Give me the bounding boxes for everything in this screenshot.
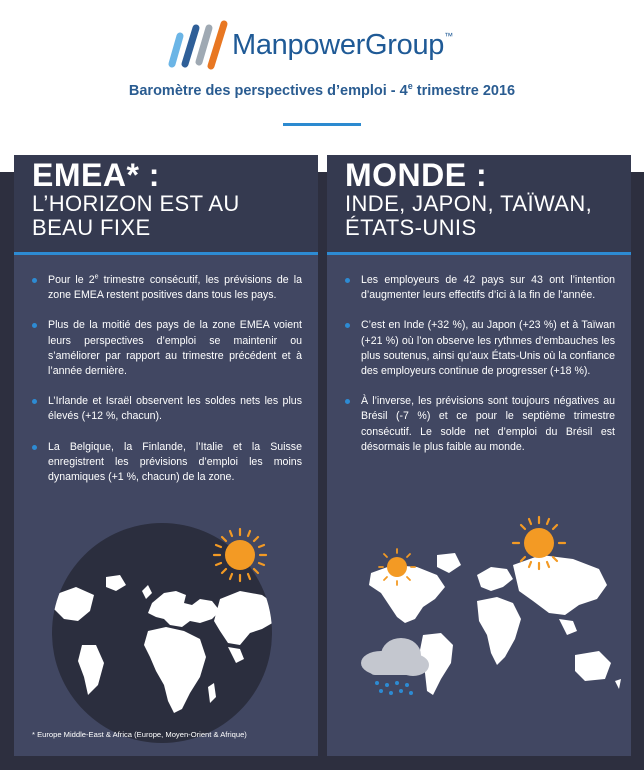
- emea-panel: [14, 155, 318, 756]
- emea-header-rule: [14, 252, 318, 255]
- list-item: L’Irlande et Israël observent les soldes nets les plus élevés (+12 %, chacun).: [32, 394, 302, 424]
- list-item: C’est en Inde (+32 %), au Japon (+23 %) et à Taïwan (+21 %) où l’on observe les rythmes d’embauches les plus soutenus, ainsi qu’aux États-Unis où la confiance des employeurs continue de progresser (+18 %).: [345, 318, 615, 379]
- list-item: Plus de la moitié des pays de la zone EMEA voient leurs perspectives d’emploi se maintenir ou s’améliorer par rapport au trimestre précédent et à l’année dernière.: [32, 318, 302, 379]
- brand-name: ManpowerGroup™: [232, 29, 453, 61]
- monde-panel: [327, 155, 631, 756]
- monde-subtitle: INDE, JAPON, TAÏWAN, ÉTATS-UNIS: [345, 191, 593, 240]
- monde-panel-header: [327, 155, 631, 253]
- emea-panel-header: [14, 155, 318, 253]
- monde-title: MONDE :: [345, 157, 488, 193]
- monde-header-rule: [327, 252, 631, 255]
- rain-cloud-icon: [361, 638, 429, 695]
- list-item: À l’inverse, les prévisions sont toujours négatives au Brésil (-7 %) et ce pour le septième trimestre consécutif. Le solde net d’emploi du Brésil est désormais le plus faible au monde.: [345, 394, 615, 455]
- page-subtitle: Baromètre des perspectives d’emploi - 4e trimestre 2016: [128, 81, 516, 99]
- emea-title: EMEA* :: [32, 157, 160, 193]
- emea-subtitle: L’HORIZON EST AU BEAU FIXE: [32, 191, 240, 240]
- emea-footnote: * Europe Middle-East & Africa (Europe, Moyen-Orient & Afrique): [32, 730, 247, 739]
- list-item: La Belgique, la Finlande, l’Italie et la Suisse enregistrent les prévisions d’emploi les moins dynamiques (+1 %, chacun) de la zone.: [32, 440, 302, 486]
- header-divider: [283, 123, 361, 126]
- emea-illustration: [14, 495, 318, 756]
- emea-bullet-list: [32, 273, 302, 500]
- header: [0, 0, 644, 172]
- monde-bullet-list: [345, 273, 615, 470]
- list-item: Les employeurs de 42 pays sur 43 ont l’intention d’augmenter leurs effectifs d’ici à la fin de l’année.: [345, 273, 615, 303]
- list-item: Pour le 2e trimestre consécutif, les prévisions de la zone EMEA restent positives dans tous les pays.: [32, 273, 302, 303]
- monde-illustration: [327, 495, 631, 756]
